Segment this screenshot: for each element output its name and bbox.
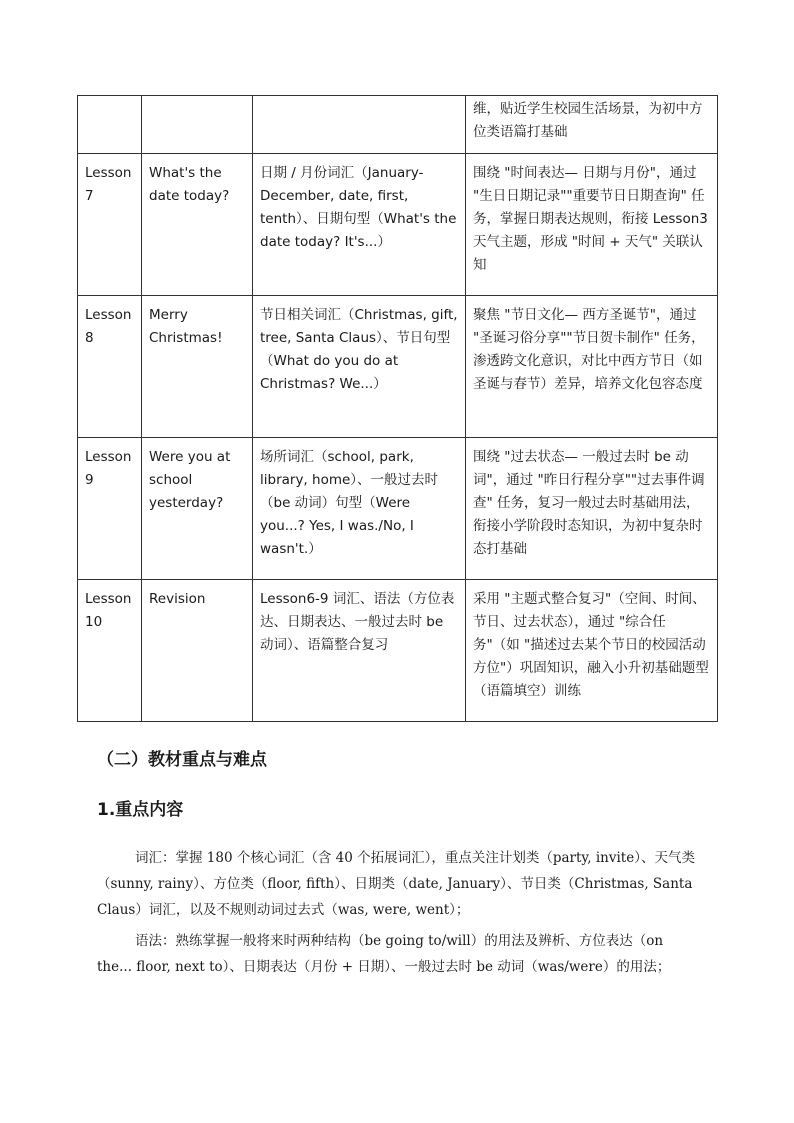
section-heading: （二）教材重点与难点 — [97, 750, 267, 770]
table-row — [78, 154, 718, 296]
table-row — [78, 96, 718, 154]
subsection-heading: 1.重点内容 — [97, 800, 184, 820]
table-row — [78, 580, 718, 722]
lesson-cell: Lesson 8 — [78, 296, 142, 438]
title-cell: Merry Christmas! — [142, 296, 253, 438]
content-cell: 场所词汇（school, park, library, home）、一般过去时（be 动词）句型（Were you...? Yes, I was./No, I wasn't.） — [253, 438, 466, 580]
title-cell: What's the date today? — [142, 154, 253, 296]
lesson-cell: Lesson 7 — [78, 154, 142, 296]
content-cell: 日期 / 月份词汇（January-December, date, first, tenth）、日期句型（What's the date today? It's...） — [253, 154, 466, 296]
vocabulary-paragraph: 词汇：掌握 180 个核心词汇（含 40 个拓展词汇），重点关注计划类（party, invite）、天气类（sunny, rainy）、方位类（floor, fifth）、日期类（date, January）、节日类（Christmas, Santa Claus）词汇，以及不规则动词过去式（was, were, went）； — [97, 849, 695, 918]
table-row — [78, 438, 718, 580]
lesson-table — [77, 95, 718, 722]
goal-cell: 围绕 "过去状态— 一般过去时 be 动词"，通过 "昨日行程分享""过去事件调查" 任务，复习一般过去时基础用法，衔接小学阶段时态知识，为初中复杂时态打基础 — [466, 438, 718, 580]
content-cell: Lesson6-9 词汇、语法（方位表达、日期表达、一般过去时 be 动词）、语篇整合复习 — [253, 580, 466, 722]
goal-cell: 采用 "主题式整合复习"（空间、时间、节日、过去状态），通过 "综合任务"（如 "描述过去某个节日的校园活动方位"）巩固知识，融入小升初基础题型（语篇填空）训练 — [466, 580, 718, 722]
content-cell: 节日相关词汇（Christmas, gift, tree, Santa Claus）、节日句型（What do you do at Christmas? We...） — [253, 296, 466, 438]
content-cell — [253, 96, 466, 154]
goal-cell: 围绕 "时间表达— 日期与月份"，通过 "生日日期记录""重要节日日期查询" 任务，掌握日期表达规则，衔接 Lesson3 天气主题，形成 "时间 + 天气" 关联认知 — [466, 154, 718, 296]
lesson-cell: Lesson 10 — [78, 580, 142, 722]
grammar-paragraph: 语法：熟练掌握一般将来时两种结构（be going to/will）的用法及辨析、方位表达（on the... floor, next to）、日期表达（月份 + 日期）、一般过去时 be 动词（was/were）的用法； — [97, 932, 671, 975]
goal-cell: 维，贴近学生校园生活场景，为初中方位类语篇打基础 — [466, 96, 718, 154]
lesson-cell — [78, 96, 142, 154]
title-cell: Revision — [142, 580, 253, 722]
title-cell — [142, 96, 253, 154]
lesson-cell: Lesson 9 — [78, 438, 142, 580]
title-cell: Were you at school yesterday? — [142, 438, 253, 580]
goal-cell: 聚焦 "节日文化— 西方圣诞节"，通过 "圣诞习俗分享""节日贺卡制作" 任务，渗透跨文化意识，对比中西方节日（如圣诞与春节）差异，培养文化包容态度 — [466, 296, 718, 438]
table-row — [78, 296, 718, 438]
